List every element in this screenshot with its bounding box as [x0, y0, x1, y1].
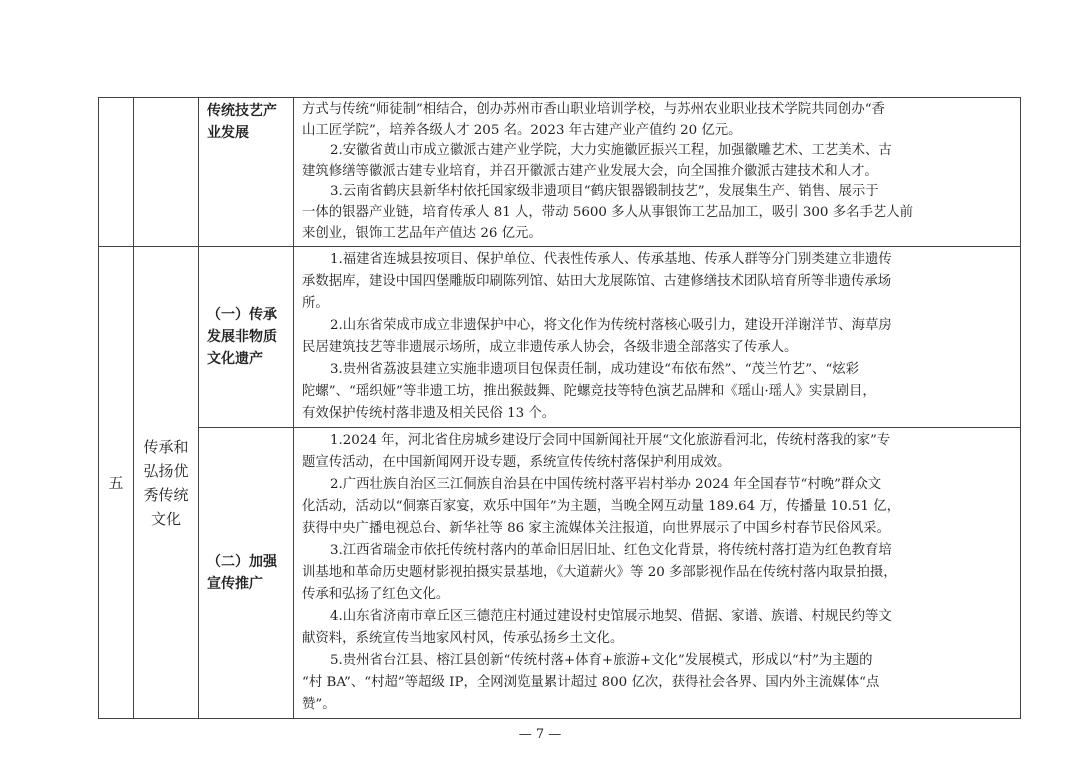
- text-line: 方式与传统“师徒制”相结合，创办苏州市香山职业培训学校，与苏州农业职业技术学院共同创办“香: [302, 102, 885, 117]
- paragraph: [302, 315, 1014, 359]
- text-line: 有效保护传统村落非遗及相关民俗 13 个。: [302, 406, 556, 422]
- text-line: 3.云南省鹤庆县新华村依托国家级非遗项目“鹤庆银器锻制技艺”，发展集生产、销售、展示于: [330, 184, 879, 200]
- text-line: 获得中央广播电视总台、新华社等 86 家主流媒体关注报道，向世界展示了中国乡村春节民俗风采。: [302, 521, 890, 537]
- text-line: 承数据库，建设中国四堡雕版印刷陈列馆、姑田大龙展陈馆、古建修缮技术团队培育所等非遗传承场: [302, 274, 892, 290]
- text-line: 2.广西壮族自治区三江侗族自治县在中国传统村落平岩村举办 2024 年全国春节“村晚”群众文: [330, 477, 882, 493]
- paragraph: [302, 100, 1014, 141]
- row-number-cell: 五: [99, 247, 134, 719]
- paragraph: [302, 249, 1014, 315]
- text-line: 来创业，银饰工艺品年产值达 26 亿元。: [302, 225, 542, 241]
- text-line: 3.贵州省荔波县建立实施非遗项目包保责任制，成功建设“布依布然”、“茂兰竹艺”、“炫彩: [330, 362, 860, 378]
- text-line: 3.江西省瑞金市依托传统村落内的革命旧居旧址、红色文化背景，将传统村落打造为红色教育培: [330, 543, 892, 559]
- content-cell: [294, 98, 1021, 247]
- row-number-cell: [99, 98, 134, 247]
- paragraph: [302, 141, 1014, 182]
- text-line: 建筑修缮等徽派古建专业培育，并召开徽派古建产业发展大会，向全国推介徽派古建技术和人才。: [302, 163, 878, 179]
- subcategory-cell: （一）传承发展非物质文化遗产: [199, 247, 294, 428]
- paragraph: [302, 650, 1014, 716]
- text-line: 训基地和革命历史题材影视拍摄实景基地，《大道薪火》等 20 多部影视作品在传统村落内取景拍摄，: [302, 565, 897, 581]
- paragraph: [302, 182, 1014, 244]
- subcategory-cell: 传统技艺产业发展: [199, 98, 294, 247]
- text-line: 赞”。: [302, 697, 336, 713]
- text-line: 2.山东省荣成市成立非遗保护中心，将文化作为传统村落核心吸引力，建设开洋谢洋节、海草房: [330, 318, 892, 334]
- text-line: 1.福建省连城县按项目、保护单位、代表性传承人、传承基地、传承人群等分门别类建立非遗传: [330, 252, 892, 268]
- text-line: 所。: [302, 296, 329, 312]
- category-cell: [134, 98, 199, 247]
- table-row: [99, 98, 1021, 247]
- page-number: — 7 —: [518, 727, 562, 743]
- subcategory-cell: （二）加强宣传推广: [199, 428, 294, 719]
- text-line: 题宣传活动，在中国新闻网开设专题，系统宣传传统村落保护利用成效。: [302, 455, 731, 471]
- paragraph: [302, 606, 1014, 650]
- paragraph: [302, 474, 1014, 540]
- text-line: 化活动，活动以“侗寨百家宴，欢乐中国年”为主题，当晚全网互动量 189.64 万，传播量 10.51 亿，: [302, 499, 900, 515]
- text-line: 民居建筑技艺等非遗展示场所，成立非遗传承人协会，各级非遗全部落实了传承人。: [302, 340, 798, 356]
- text-line: 献资料，系统宣传当地家风村风，传承弘扬乡土文化。: [302, 631, 624, 647]
- text-line: 陀螺”、“瑶织娅”等非遗工坊，推出猴鼓舞、陀螺竞技等特色演艺品牌和《瑶山·瑶人》实景剧目，: [302, 384, 876, 400]
- text-line: 一体的银器产业链，培育传承人 81 人，带动 5600 多人从事银饰工艺品加工，吸引 300 多名手艺人前: [302, 204, 914, 220]
- paragraph: [302, 430, 1014, 474]
- text-line: 4.山东省济南市章丘区三德范庄村通过建设村史馆展示地契、借据、家谱、族谱、村规民约等文: [330, 609, 892, 625]
- text-line: “村 BA”、“村超”等超级 IP，全网浏览量累计超过 800 亿次，获得社会各界、国内外主流媒体“点: [302, 675, 880, 691]
- paragraph: [302, 540, 1014, 606]
- text-line: 2.安徽省黄山市成立徽派古建产业学院，大力实施徽匠振兴工程，加强徽雕艺术、工艺美术、古: [330, 143, 892, 159]
- text-line: 1.2024 年，河北省住房城乡建设厅会同中国新闻社开展“文化旅游看河北，传统村落我的家”专: [330, 433, 891, 449]
- content-cell: [294, 428, 1021, 719]
- content-cell: [294, 247, 1021, 428]
- category-cell: 传承和弘扬优秀传统文化: [134, 247, 199, 719]
- text-line: 5.贵州省台江县、榕江县创新“传统村落+体育+旅游+文化”发展模式，形成以“村”为主题的: [330, 653, 873, 669]
- text-line: 山工匠学院”，培养各级人才 205 名。2023 年古建产业产值约 20 亿元。: [302, 122, 742, 138]
- table-row: [99, 428, 1021, 719]
- paragraph: [302, 359, 1014, 425]
- text-line: 传承和弘扬了红色文化。: [302, 587, 450, 603]
- document-table: [98, 97, 1021, 719]
- table-row: [99, 247, 1021, 428]
